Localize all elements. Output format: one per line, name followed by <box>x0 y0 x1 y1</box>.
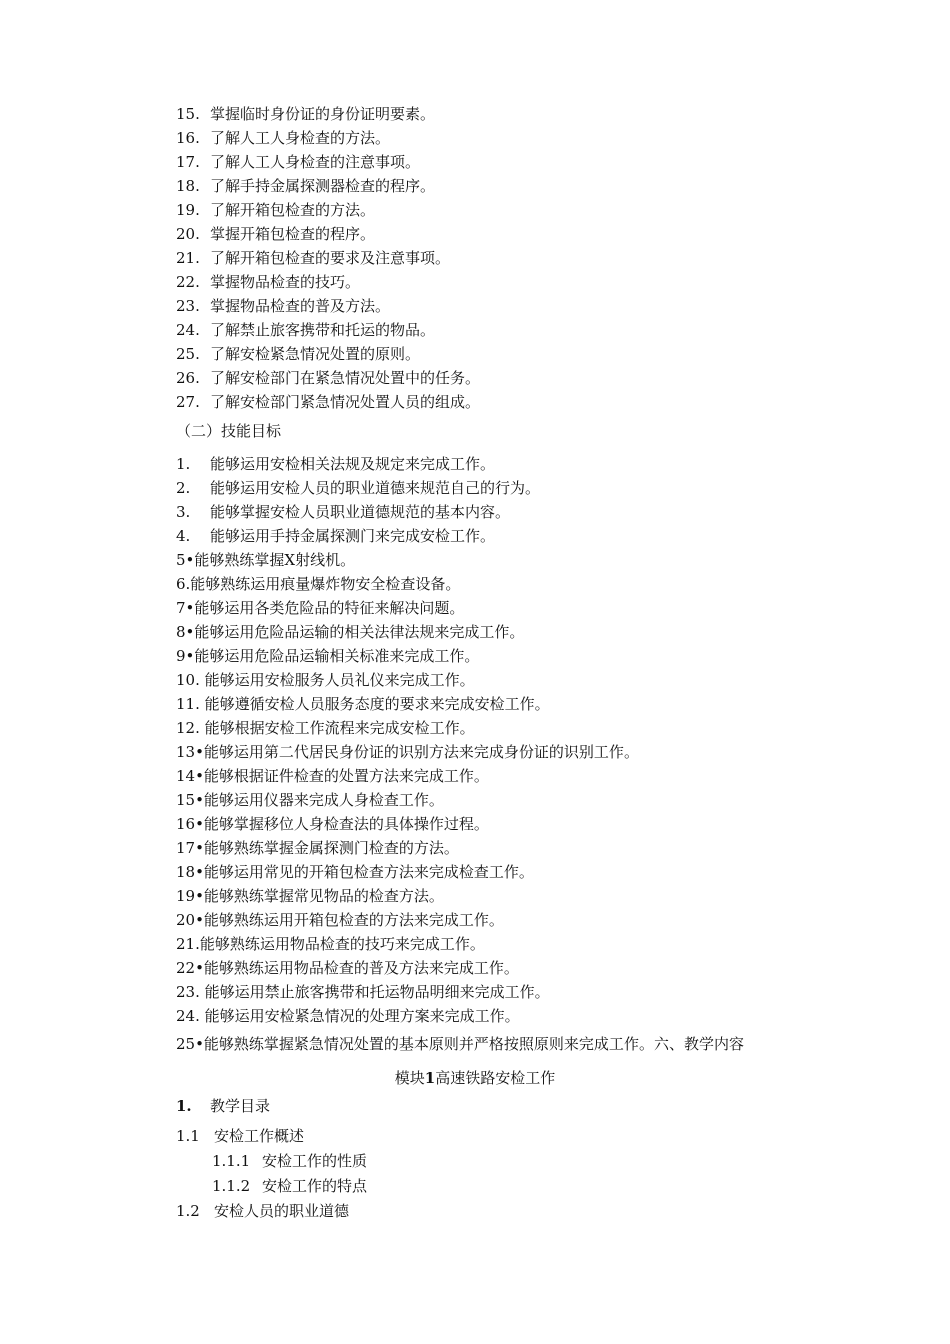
skill-line: 21.能够熟练运用物品检查的技巧来完成工作。 <box>176 935 485 953</box>
toc-number: 1.1.1 <box>212 1152 251 1170</box>
toc-entry <box>176 1126 304 1146</box>
knowledge-item <box>176 320 435 340</box>
skill-item <box>176 502 510 522</box>
item-number: 27. <box>176 393 200 411</box>
item-text: 了解开箱包检查的要求及注意事项。 <box>210 249 451 267</box>
item-text: 了解安检部门在紧急情况处置中的任务。 <box>210 369 481 387</box>
module-title-text: 高速铁路安检工作 <box>435 1069 556 1087</box>
item-number: 20. <box>176 225 200 243</box>
knowledge-item <box>176 224 375 244</box>
item-text: 能够运用安检相关法规及规定来完成工作。 <box>210 455 496 473</box>
skill-line: 18•能够运用常见的开箱包检查方法来完成检查工作。 <box>176 863 534 881</box>
module-title-number: 1 <box>424 1069 436 1087</box>
item-number: 24. <box>176 321 200 339</box>
skill-item <box>176 526 495 546</box>
toc-text: 安检工作概述 <box>214 1127 305 1145</box>
skill-line: 22•能够熟练运用物品检查的普及方法来完成工作。 <box>176 959 519 977</box>
skill-line: 11. 能够遵循安检人员服务态度的要求来完成安检工作。 <box>176 695 550 713</box>
skill-line: 15•能够运用仪器来完成人身检查工作。 <box>176 791 444 809</box>
item-text: 能够掌握安检人员职业道德规范的基本内容。 <box>210 503 511 521</box>
knowledge-item <box>176 272 360 292</box>
item-text: 了解禁止旅客携带和托运的物品。 <box>210 321 436 339</box>
item-number: 19. <box>176 201 200 219</box>
item-text: 了解人工人身检查的注意事项。 <box>210 153 421 171</box>
item-number: 16. <box>176 129 200 147</box>
skill-item <box>176 478 540 498</box>
item-text: 掌握开箱包检查的程序。 <box>210 225 376 243</box>
toc-number: 1.1.2 <box>212 1177 251 1195</box>
toc-heading <box>176 1096 270 1116</box>
item-number: 2. <box>176 479 191 497</box>
knowledge-item <box>176 176 435 196</box>
module-title <box>0 1068 950 1088</box>
item-text: 掌握物品检查的技巧。 <box>210 273 361 291</box>
item-text: 了解手持金属探测器检查的程序。 <box>210 177 436 195</box>
knowledge-item <box>176 296 390 316</box>
knowledge-item <box>176 104 435 124</box>
skill-line: 9•能够运用危险品运输相关标准来完成工作。 <box>176 647 480 665</box>
toc-text: 安检工作的特点 <box>262 1177 368 1195</box>
item-number: 15. <box>176 105 200 123</box>
skill-line: 12. 能够根据安检工作流程来完成安检工作。 <box>176 719 475 737</box>
item-text: 了解开箱包检查的方法。 <box>210 201 376 219</box>
skill-line: 17•能够熟练掌握金属探测门检查的方法。 <box>176 839 459 857</box>
item-text: 掌握临时身份证的身份证明要素。 <box>210 105 436 123</box>
item-text: 了解安检部门紧急情况处置人员的组成。 <box>210 393 481 411</box>
skill-line: 13•能够运用第二代居民身份证的识别方法来完成身份证的识别工作。 <box>176 743 639 761</box>
toc-entry <box>176 1201 349 1221</box>
skill-line: 6.能够熟练运用痕量爆炸物安全检查设备。 <box>176 575 461 593</box>
item-number: 26. <box>176 369 200 387</box>
skill-line: 8•能够运用危险品运输的相关法律法规来完成工作。 <box>176 623 525 641</box>
skill-line: 16•能够掌握移位人身检查法的具体操作过程。 <box>176 815 489 833</box>
knowledge-item <box>176 200 375 220</box>
item-number: 3. <box>176 503 191 521</box>
skill-line: 19•能够熟练掌握常见物品的检查方法。 <box>176 887 444 905</box>
item-number: 18. <box>176 177 200 195</box>
skill-line: 14•能够根据证件检查的处置方法来完成工作。 <box>176 767 489 785</box>
toc-heading-text: 教学目录 <box>210 1097 271 1115</box>
item-number: 25. <box>176 345 200 363</box>
skill-line-with-section-heading: 25•能够熟练掌握紧急情况处置的基本原则并严格按照原则来完成工作。六、教学内容 <box>176 1035 744 1053</box>
knowledge-item <box>176 248 450 268</box>
toc-text: 安检工作的性质 <box>262 1152 368 1170</box>
item-text: 能够运用手持金属探测门来完成安检工作。 <box>210 527 496 545</box>
skill-item <box>176 454 495 474</box>
item-number: 21. <box>176 249 200 267</box>
item-text: 了解安检紧急情况处置的原则。 <box>210 345 421 363</box>
item-text: 掌握物品检查的普及方法。 <box>210 297 391 315</box>
skill-line: 23. 能够运用禁止旅客携带和托运物品明细来完成工作。 <box>176 983 550 1001</box>
knowledge-item <box>176 152 420 172</box>
skill-line: 24. 能够运用安检紧急情况的处理方案来完成工作。 <box>176 1007 520 1025</box>
skill-line: 5•能够熟练掌握X射线机。 <box>176 551 356 569</box>
item-number: 22. <box>176 273 200 291</box>
item-text: 能够运用安检人员的职业道德来规范自己的行为。 <box>210 479 541 497</box>
toc-heading-number: 1. <box>176 1097 192 1115</box>
module-title-prefix: 模块 <box>394 1069 425 1087</box>
knowledge-item <box>176 368 480 388</box>
knowledge-item <box>176 392 480 412</box>
item-number: 1. <box>176 455 191 473</box>
toc-number: 1.2 <box>176 1202 200 1220</box>
knowledge-item <box>176 128 390 148</box>
toc-subentry <box>212 1176 367 1196</box>
toc-number: 1.1 <box>176 1127 200 1145</box>
item-number: 17. <box>176 153 200 171</box>
skill-line: 7•能够运用各类危险品的特征来解决问题。 <box>176 599 465 617</box>
item-number: 23. <box>176 297 200 315</box>
toc-subentry <box>212 1151 367 1171</box>
toc-text: 安检人员的职业道德 <box>214 1202 350 1220</box>
knowledge-item <box>176 344 420 364</box>
skill-line: 10. 能够运用安检服务人员礼仪来完成工作。 <box>176 671 475 689</box>
skill-line: 20•能够熟练运用开箱包检查的方法来完成工作。 <box>176 911 504 929</box>
item-number: 4. <box>176 527 191 545</box>
section-heading-skills: （二）技能目标 <box>176 422 282 440</box>
item-text: 了解人工人身检查的方法。 <box>210 129 391 147</box>
